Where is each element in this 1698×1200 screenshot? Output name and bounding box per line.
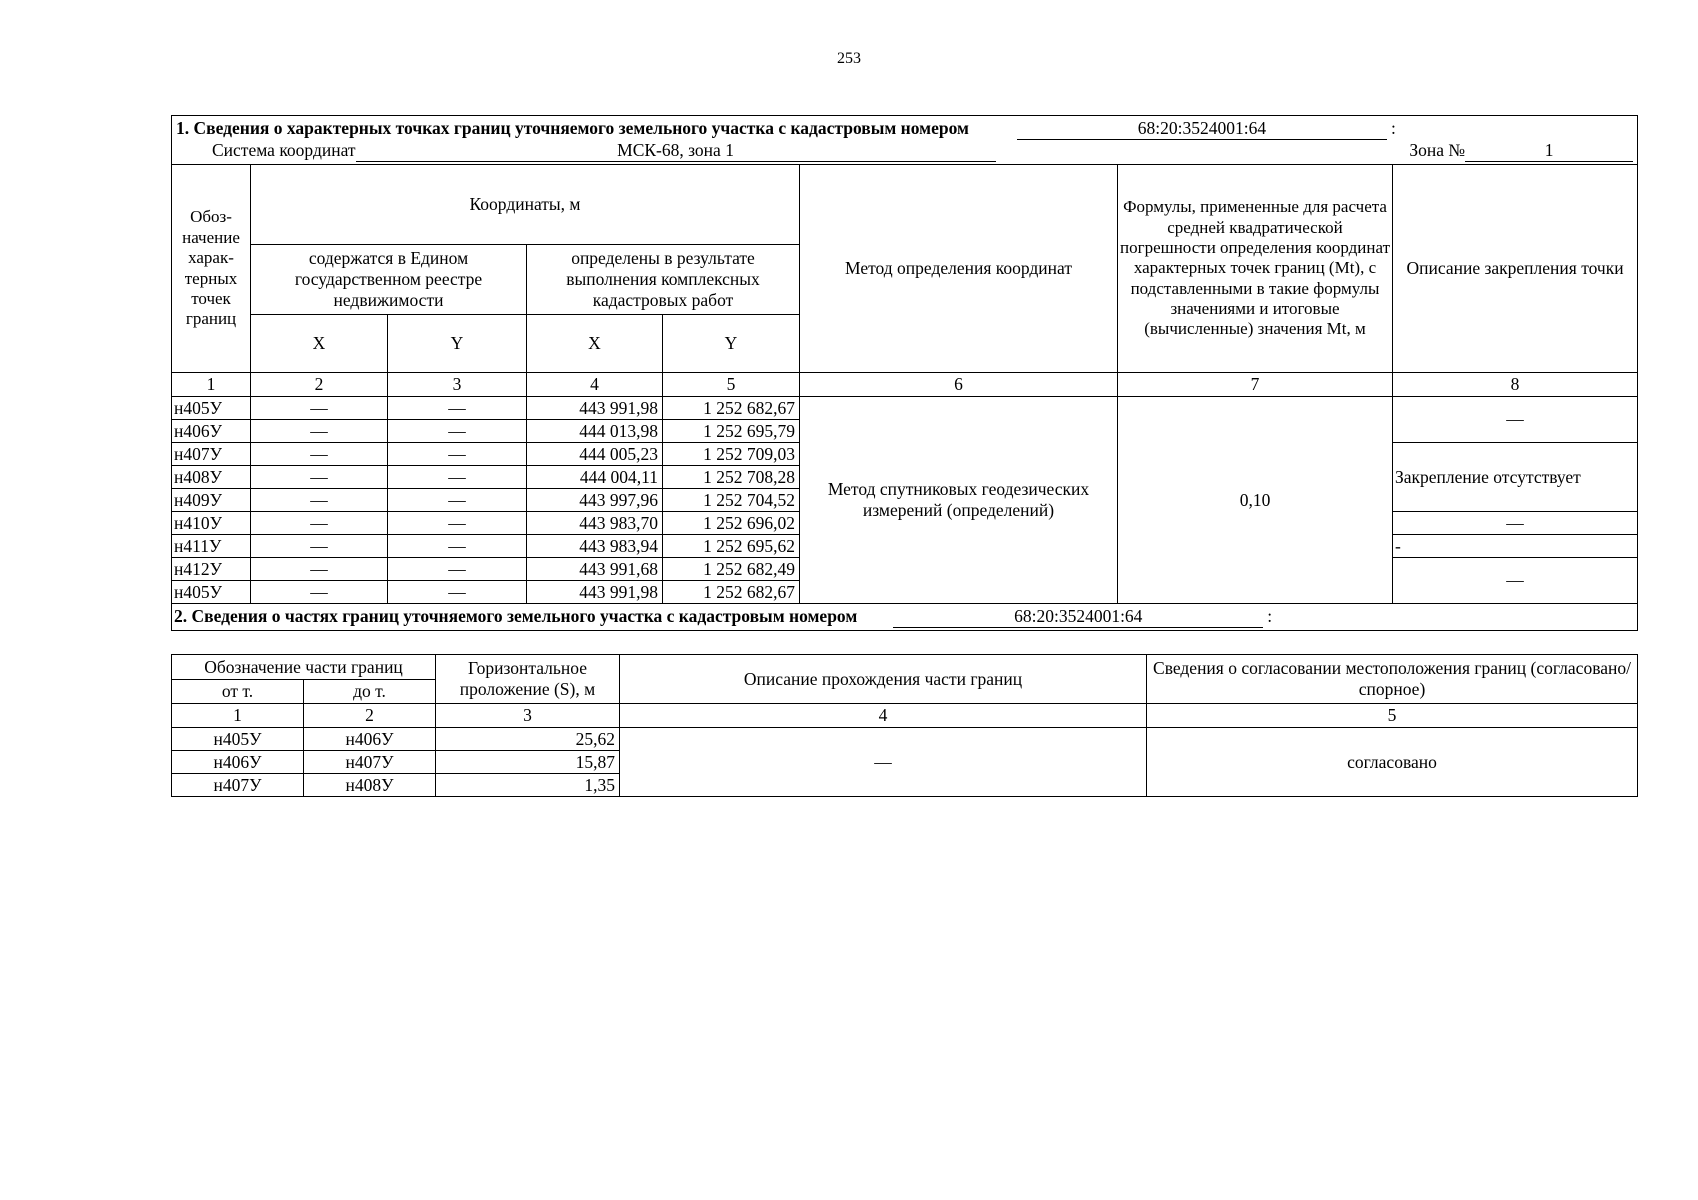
col-num: 3 bbox=[388, 373, 527, 397]
point-id: н409У bbox=[172, 489, 251, 512]
header-description: Описание прохождения части границ bbox=[620, 655, 1147, 704]
x-egrn: — bbox=[251, 397, 388, 420]
y-complex: 1 252 696,02 bbox=[663, 512, 800, 535]
col-num: 1 bbox=[172, 373, 251, 397]
point-id: н405У bbox=[172, 397, 251, 420]
description-cell: — bbox=[620, 728, 1147, 797]
header-y1: Y bbox=[388, 315, 527, 373]
page-number: 253 bbox=[837, 50, 861, 67]
y-egrn: — bbox=[388, 535, 527, 558]
parts-table bbox=[171, 654, 1638, 797]
header-horizontal: Горизонтальное проложение (S), м bbox=[436, 655, 620, 704]
point-id: н406У bbox=[172, 420, 251, 443]
y-complex: 1 252 708,28 bbox=[663, 466, 800, 489]
zone-value: 1 bbox=[1465, 140, 1633, 162]
agreement-cell: согласовано bbox=[1147, 728, 1638, 797]
header-complex: определены в результате выполнения комплексных кадастровых работ bbox=[527, 245, 800, 315]
fixing-cell: - bbox=[1393, 535, 1638, 558]
section1-title: 1. Сведения о характерных точках границ уточняемого земельного участка с кадастровым номером bbox=[176, 118, 969, 138]
fixing-cell: — bbox=[1393, 558, 1638, 604]
x-complex: 443 991,68 bbox=[527, 558, 663, 581]
horizontal-value: 1,35 bbox=[436, 774, 620, 797]
y-egrn: — bbox=[388, 420, 527, 443]
x-egrn: — bbox=[251, 581, 388, 604]
col-num: 8 bbox=[1393, 373, 1638, 397]
header-x2: X bbox=[527, 315, 663, 373]
header-formulas: Формулы, примененные для расчета средней квадратической погрешности определения координат характерных точек границ (Mt), с подставленными в такие формулы значениями и итоговые (вычисленные) значения Mt, м bbox=[1118, 165, 1393, 373]
horizontal-value: 25,62 bbox=[436, 728, 620, 751]
x-complex: 444 013,98 bbox=[527, 420, 663, 443]
header-part-designation: Обозначение части границ bbox=[172, 655, 436, 680]
table-row bbox=[172, 728, 1638, 751]
zone-label: Зона № bbox=[1409, 140, 1466, 160]
x-complex: 443 983,70 bbox=[527, 512, 663, 535]
from-point: н406У bbox=[172, 751, 304, 774]
point-id: н410У bbox=[172, 512, 251, 535]
fixing-cell: Закрепление отсутствует bbox=[1393, 443, 1638, 512]
y-egrn: — bbox=[388, 443, 527, 466]
coord-system-label: Система координат bbox=[212, 140, 356, 160]
col-num: 4 bbox=[620, 704, 1147, 728]
y-egrn: — bbox=[388, 466, 527, 489]
to-point: н406У bbox=[304, 728, 436, 751]
method-cell: Метод спутниковых геодезических измерений (определений) bbox=[800, 397, 1118, 604]
point-id: н412У bbox=[172, 558, 251, 581]
coord-system-value: МСК-68, зона 1 bbox=[356, 140, 996, 162]
col-num: 5 bbox=[1147, 704, 1638, 728]
header-fixing: Описание закрепления точки bbox=[1393, 165, 1638, 373]
header-from: от т. bbox=[172, 680, 304, 704]
y-egrn: — bbox=[388, 489, 527, 512]
y-complex: 1 252 709,03 bbox=[663, 443, 800, 466]
mt-cell: 0,10 bbox=[1118, 397, 1393, 604]
x-egrn: — bbox=[251, 489, 388, 512]
section1-cadastral-number: 68:20:3524001:64 bbox=[1017, 118, 1387, 140]
point-id: н407У bbox=[172, 443, 251, 466]
section1-header-row: 1. Сведения о характерных точках границ уточняемого земельного участка с кадастровым номером 68:20:3524001:64 : Система координат МСК-68, зона 1 Зона № 1 bbox=[172, 116, 1638, 165]
y-complex: 1 252 682,67 bbox=[663, 397, 800, 420]
x-egrn: — bbox=[251, 558, 388, 581]
from-point: н405У bbox=[172, 728, 304, 751]
col-num: 1 bbox=[172, 704, 304, 728]
x-egrn: — bbox=[251, 466, 388, 489]
fixing-cell: — bbox=[1393, 397, 1638, 443]
col-num: 2 bbox=[251, 373, 388, 397]
header-coords: Координаты, м bbox=[251, 165, 800, 245]
point-id: н408У bbox=[172, 466, 251, 489]
fixing-cell: — bbox=[1393, 512, 1638, 535]
from-point: н407У bbox=[172, 774, 304, 797]
header-y2: Y bbox=[663, 315, 800, 373]
y-complex: 1 252 695,79 bbox=[663, 420, 800, 443]
horizontal-value: 15,87 bbox=[436, 751, 620, 774]
col-num: 5 bbox=[663, 373, 800, 397]
y-complex: 1 252 695,62 bbox=[663, 535, 800, 558]
header-egrn: содержатся в Едином государственном реестре недвижимости bbox=[251, 245, 527, 315]
y-egrn: — bbox=[388, 397, 527, 420]
section2-title: 2. Сведения о частях границ уточняемого земельного участка с кадастровым номером bbox=[174, 606, 858, 626]
x-egrn: — bbox=[251, 535, 388, 558]
section2-col-numbers bbox=[172, 704, 1638, 728]
header-x1: X bbox=[251, 315, 388, 373]
x-complex: 443 983,94 bbox=[527, 535, 663, 558]
col-num: 2 bbox=[304, 704, 436, 728]
header-method: Метод определения координат bbox=[800, 165, 1118, 373]
col-num: 7 bbox=[1118, 373, 1393, 397]
col-num: 3 bbox=[436, 704, 620, 728]
point-id: н405У bbox=[172, 581, 251, 604]
y-egrn: — bbox=[388, 558, 527, 581]
x-egrn: — bbox=[251, 512, 388, 535]
x-complex: 443 991,98 bbox=[527, 581, 663, 604]
x-complex: 444 004,11 bbox=[527, 466, 663, 489]
col-num: 6 bbox=[800, 373, 1118, 397]
y-egrn: — bbox=[388, 581, 527, 604]
section2-cadastral-number: 68:20:3524001:64 bbox=[893, 606, 1263, 628]
y-egrn: — bbox=[388, 512, 527, 535]
y-complex: 1 252 682,67 bbox=[663, 581, 800, 604]
y-complex: 1 252 682,49 bbox=[663, 558, 800, 581]
x-complex: 443 997,96 bbox=[527, 489, 663, 512]
col-num: 4 bbox=[527, 373, 663, 397]
point-id: н411У bbox=[172, 535, 251, 558]
header-designation: Обоз- начение харак- терных точек границ bbox=[172, 165, 251, 373]
to-point: н408У bbox=[304, 774, 436, 797]
boundary-table bbox=[171, 115, 1638, 631]
table-row bbox=[172, 397, 1638, 420]
x-complex: 443 991,98 bbox=[527, 397, 663, 420]
section1-col-numbers bbox=[172, 373, 1638, 397]
x-complex: 444 005,23 bbox=[527, 443, 663, 466]
header-to: до т. bbox=[304, 680, 436, 704]
y-complex: 1 252 704,52 bbox=[663, 489, 800, 512]
to-point: н407У bbox=[304, 751, 436, 774]
section2-header-row: 2. Сведения о частях границ уточняемого земельного участка с кадастровым номером 68:20:3524001:64 : bbox=[172, 604, 1638, 631]
header-agreement: Сведения о согласовании местоположения границ (согласовано/спорное) bbox=[1147, 655, 1638, 704]
x-egrn: — bbox=[251, 420, 388, 443]
x-egrn: — bbox=[251, 443, 388, 466]
